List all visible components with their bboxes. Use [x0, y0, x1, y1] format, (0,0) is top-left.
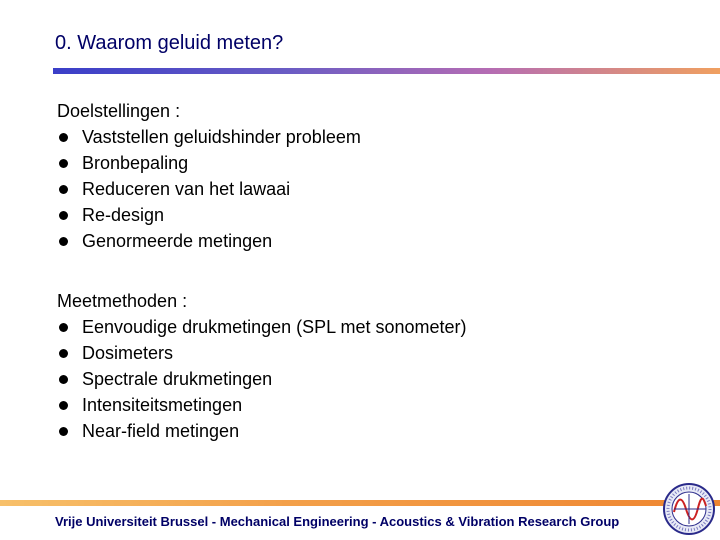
list-item: [57, 314, 467, 340]
list-item: [57, 366, 467, 392]
list-item: [57, 150, 361, 176]
bullet-dot-icon: [59, 133, 68, 142]
list-item: [57, 228, 361, 254]
acoustics-vibration-group-logo-icon: [662, 482, 716, 536]
goals-section: [57, 98, 361, 254]
methods-list: [57, 314, 467, 444]
title-divider: [53, 68, 720, 74]
goals-heading: Doelstellingen :: [57, 101, 181, 121]
list-item-text: Vaststellen geluidshinder probleem: [82, 127, 361, 147]
list-item: [57, 418, 467, 444]
methods-section: [57, 288, 467, 444]
bullet-dot-icon: [59, 159, 68, 168]
goals-list: [57, 124, 361, 254]
bullet-dot-icon: [59, 323, 68, 332]
list-item-text: Reduceren van het lawaai: [82, 179, 291, 199]
slide-title: 0. Waarom geluid meten?: [55, 32, 284, 54]
list-item: [57, 176, 361, 202]
bullet-dot-icon: [59, 401, 68, 410]
list-item: [57, 202, 361, 228]
bullet-dot-icon: [59, 211, 68, 220]
list-item: [57, 392, 467, 418]
list-item: [57, 124, 361, 150]
bullet-dot-icon: [59, 375, 68, 384]
list-item-text: Dosimeters: [82, 343, 174, 363]
footer-divider: [0, 500, 720, 506]
methods-heading: Meetmethoden :: [57, 291, 188, 311]
list-item-text: Near-field metingen: [82, 421, 240, 441]
list-item-text: Re-design: [82, 205, 165, 225]
bullet-dot-icon: [59, 349, 68, 358]
list-item-text: Eenvoudige drukmetingen (SPL met sonometer): [82, 317, 467, 337]
list-item: [57, 340, 467, 366]
bullet-dot-icon: [59, 237, 68, 246]
list-item-text: Genormeerde metingen: [82, 231, 273, 251]
list-item-text: Intensiteitsmetingen: [82, 395, 243, 415]
bullet-dot-icon: [59, 427, 68, 436]
list-item-text: Bronbepaling: [82, 153, 189, 173]
bullet-dot-icon: [59, 185, 68, 194]
footer-text: Vrije Universiteit Brussel - Mechanical Engineering - Acoustics & Vibration Research Group: [55, 514, 620, 529]
list-item-text: Spectrale drukmetingen: [82, 369, 273, 389]
